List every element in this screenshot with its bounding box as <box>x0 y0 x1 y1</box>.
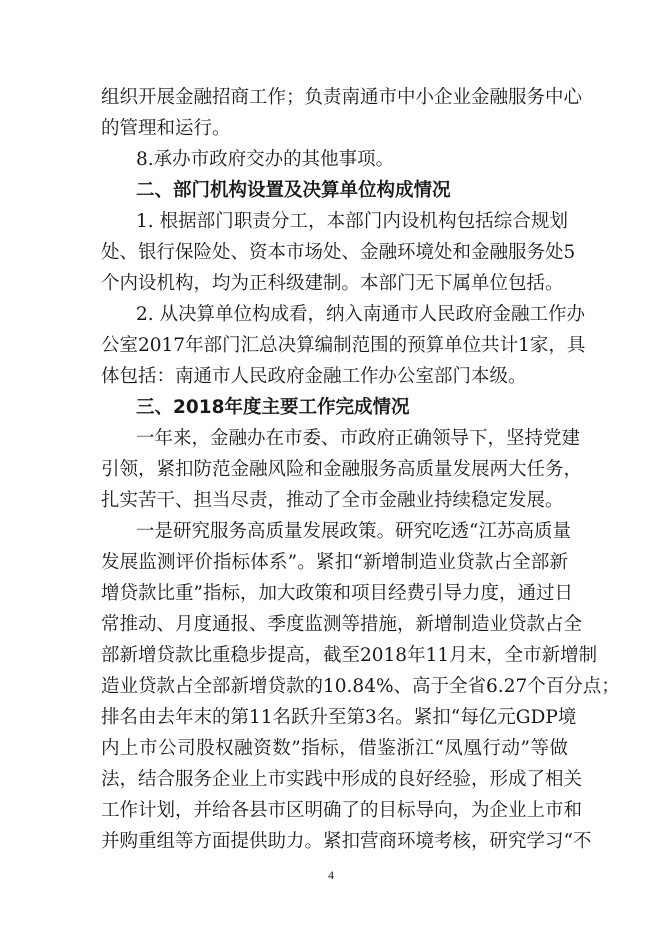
body-text-line: 法，结合服务企业上市实践中形成的良好经验，形成了相关 <box>101 769 583 790</box>
body-text-line: 一年来，金融办在市委、市政府正确领导下，坚持党建 <box>136 428 581 449</box>
body-text-line: 处、银行保险处、资本市场处、金融环境处和金融服务处5 <box>101 242 576 263</box>
body-text-line: 引领，紧扣防范金融风险和金融服务高质量发展两大任务， <box>101 459 583 480</box>
body-text-line: 组织开展金融招商工作；负责南通市中小企业金融服务中心 <box>101 87 583 108</box>
body-text-line: 个内设机构，均为正科级建制。本部门无下属单位包括。 <box>101 273 564 294</box>
body-text-line: 工作计划，并给各县市区明确了的目标导向，为企业上市和 <box>101 800 583 821</box>
body-text-line: 扎实苦干、担当尽责，推动了全市金融业持续稳定发展。 <box>101 490 564 511</box>
body-text-line: 部新增贷款比重稳步提高，截至2018年11月末，全市新增制 <box>101 645 598 666</box>
body-text-line: 8.承办市政府交办的其他事项。 <box>136 149 395 170</box>
body-text-line: 常推动、月度通报、季度监测等措施，新增制造业贷款占全 <box>101 614 583 635</box>
body-text-line: 2. 从决算单位构成看，纳入南通市人民政府金融工作办 <box>136 304 586 325</box>
body-text-line: 体包括：南通市人民政府金融工作办公室部门本级。 <box>101 366 527 387</box>
section-heading: 三、2018年度主要工作完成情况 <box>136 397 410 418</box>
body-text-line: 发展监测评价指标体系”。紧扣“新增制造业贷款占全部新 <box>101 552 568 573</box>
body-text-line: 公室2017年部门汇总决算编制范围的预算单位共计1家，具 <box>101 335 586 356</box>
body-text-line: 1. 根据部门职责分工，本部门内设机构包括综合规划 <box>136 211 568 232</box>
body-text-line: 并购重组等方面提供助力。紧扣营商环境考核，研究学习“不 <box>101 831 592 852</box>
body-text-line: 造业贷款占全部新增贷款的10.84%、高于全省6.27个百分点； <box>101 676 620 697</box>
section-heading: 二、部门机构设置及决算单位构成情况 <box>136 180 451 201</box>
body-text-line: 增贷款比重”指标，加大政策和项目经费引导力度，通过日 <box>101 583 573 604</box>
body-text-line: 的管理和运行。 <box>101 118 231 139</box>
body-text-line: 内上市公司股权融资数”指标，借鉴浙江“凤凰行动”等做 <box>101 738 568 759</box>
body-text-line: 一是研究服务高质量发展政策。研究吃透“江苏高质量 <box>136 521 571 542</box>
body-text-line: 排名由去年末的第11名跃升至第3名。紧扣“每亿元GDP境 <box>101 707 577 728</box>
page-number: 4 <box>328 868 334 882</box>
